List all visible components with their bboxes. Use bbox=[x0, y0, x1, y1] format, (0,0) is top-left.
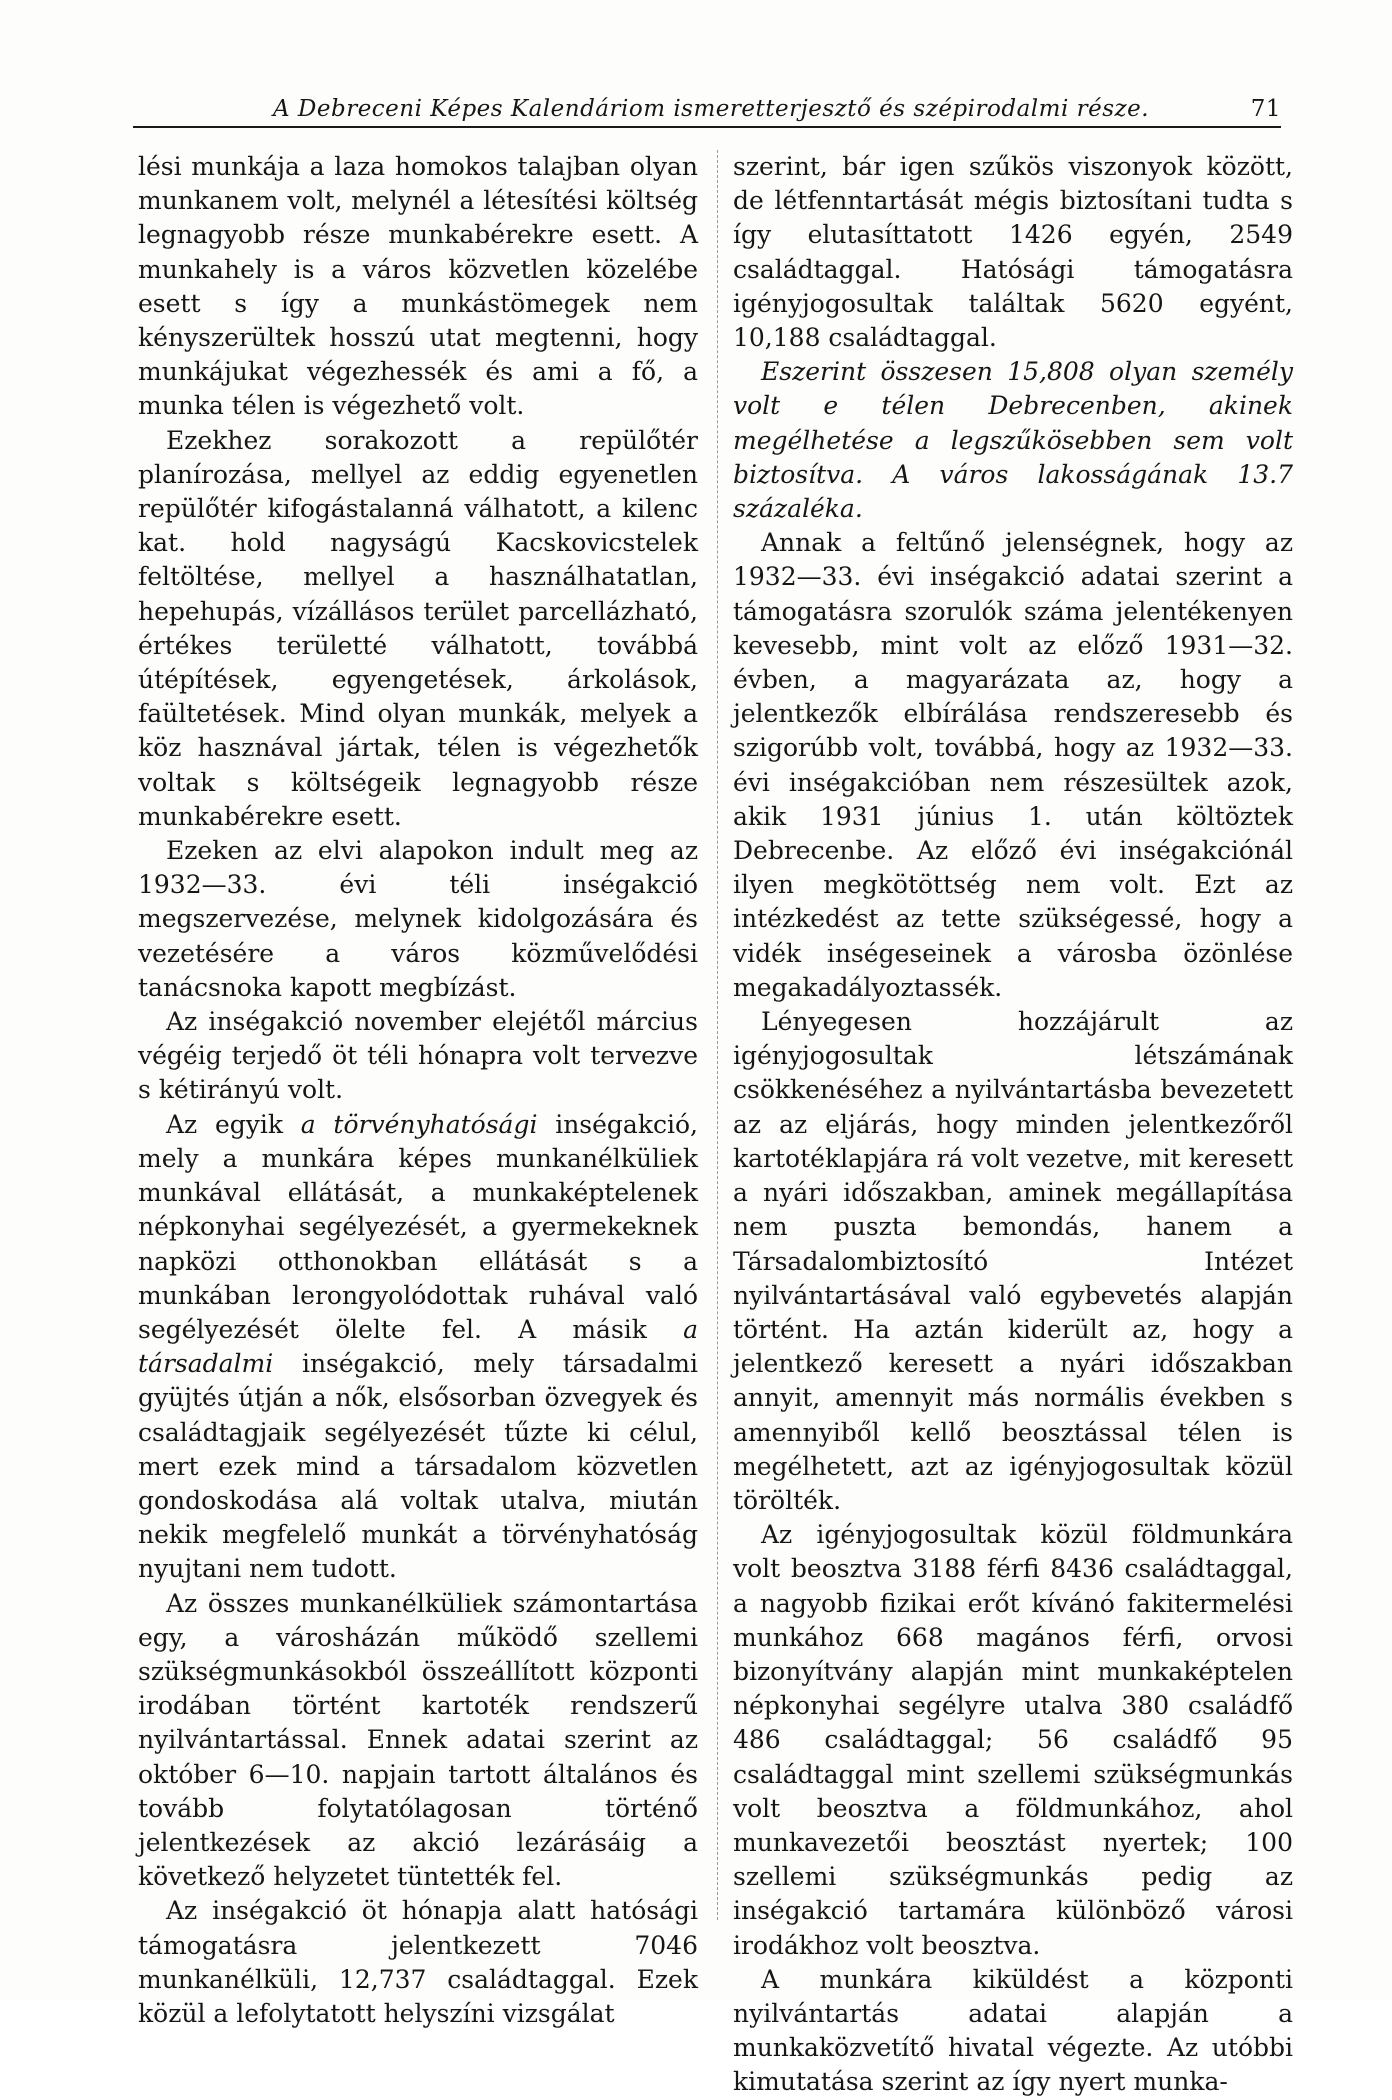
paragraph: Ezekhez sorakozott a repülőtér planírozása, mellyel az eddig egyenetlen repülőtér kifogástalanná válhatott, a kilenc kat. hold nagyságú Kacskovicstelek feltöltése, mellyel a használhatatlan, hepehupás, vízállásos terület parcellázható, értékes területté válhatott, továbbá útépítések, egyengetések, árkolások, faültetések. Mind olyan munkák, melyek a köz hasznával jártak, télen is végezhetők voltak s költségeik legnagyobb része munkabérekre esett. bbox=[138, 425, 698, 831]
column-divider bbox=[717, 150, 718, 1920]
text-run: inségakció, mely társadalmi gyüjtés útján a nők, elsősorban özvegyek és családtagjaik segélyezését tűzte ki célul, mert ezek mind a társadalom közvetlen gondoskodása alá voltak utalva, miután nekik megfelelő munkát a törvényhatóság nyujtani nem tudott. bbox=[138, 1349, 698, 1584]
paragraph: Az inségakció öt hónapja alatt hatósági támogatásra jelentkezett 7046 munkanélküli, 12,737 családtaggal. Ezek közül a lefolytatott helyszíni vizsgálat bbox=[138, 1896, 698, 2028]
right-column bbox=[733, 150, 1293, 2100]
text-run: Az egyik bbox=[166, 1109, 301, 1139]
paragraph: Annak a feltűnő jelenségnek, hogy az 1932—33. évi inségakció adatai szerint a támogatásra szorulók száma jelentékenyen kevesebb, mint volt az előző 1931—32. évben, a magyarázata az, hogy a jelentkezők elbírálása rendszeresebb és szigorúbb volt, továbbá, hogy az 1932—33. évi inségakcióban nem részesültek azok, akik 1931 június 1. után költöztek Debrecenbe. Az előző évi inségakciónál ilyen megkötöttség nem volt. Ezt az intézkedést az tette szükségessé, hogy a vidék inségeseinek a városba özönlése megakadályoztassék. bbox=[733, 528, 1293, 1002]
paragraph: A munkára kiküldést a központi nyilvántartás adatai alapján a munkaközvetítő hivatal végezte. Az utóbbi kimutatása szerint az így nyert munka- bbox=[733, 1964, 1293, 2097]
page-number: 71 bbox=[1250, 96, 1281, 122]
paragraph: Ezeken az elvi alapokon indult meg az 1932—33. évi téli inségakció megszervezése, melynek kidolgozására és vezetésére a város közművelődési tanácsnoka kapott megbízást. bbox=[138, 836, 698, 1002]
text-run: inségakció, mely a munkára képes munkanélküliek munkával ellátását, a munkaképtelenek népkonyhai segélyezését, a gyermekeknek napközi otthonokban ellátását s a munkában lerongyolódottak ruhával való segélyezését ölelte fel. A másik bbox=[138, 1109, 698, 1344]
paragraph: Az összes munkanélküliek számontartása egy, a városházán működő szellemi szükségmunkásokból összeállított központi irodában történt kartoték rendszerű nyilvántartással. Ennek adatai szerint az október 6—10. napjain tartott általános és tovább folytatólagosan történő jelentkezések az akció lezárásáig a következő helyzetet tüntették fel. bbox=[138, 1588, 698, 1892]
italic-term: a társadalmi bbox=[138, 1314, 698, 1379]
paragraph: Lényegesen hozzájárult az igényjogosultak létszámának csökkenéséhez a nyilvántartásba bevezetett az az eljárás, hogy minden jelentkezőről kartotéklapjára rá volt vezetve, mit keresett a nyári időszakban, aminek megállapítása nem puszta bemondás, hanem a Társadalombiztosító Intézet nyilvántartásával való egybevetés alapján történt. Ha aztán kiderült az, hogy a jelentkező keresett a nyári időszakban annyit, amennyit más normális években s amennyiből kellő beosztással télen is megélhetett, azt az igényjogosultak közül törölték. bbox=[733, 1007, 1293, 1515]
paragraph: szerint, bár igen szűkös viszonyok között, de létfenntartását mégis biztosítani tudta s így elutasíttatott 1426 egyén, 2549 családtaggal. Hatósági támogatásra igényjogosultak találtak 5620 egyént, 10,188 családtaggal. bbox=[733, 152, 1293, 353]
italic-text: Eszerint összesen 15,808 olyan személy volt e télen Debrecenben, akinek megélhetése a legszűkösebben sem volt biztosítva. A város lakosságának 13.7 százaléka. bbox=[733, 357, 1293, 524]
paragraph bbox=[138, 1108, 698, 1587]
paragraph-italic bbox=[733, 355, 1293, 526]
left-column bbox=[138, 150, 698, 2031]
paragraph: Az inségakció november elejétől március végéig terjedő öt téli hónapra volt tervezve s kétirányú volt. bbox=[138, 1007, 698, 1105]
running-header bbox=[133, 96, 1281, 128]
italic-term: a törvényhatósági bbox=[300, 1109, 538, 1139]
header-title: A Debreceni Képes Kalendáriom ismeretterjesztő és szépirodalmi része. bbox=[273, 96, 1150, 122]
paragraph: Az igényjogosultak közül földmunkára volt beosztva 3188 férfi 8436 családtaggal, a nagyobb fizikai erőt kívánó fakitermelési munkához 668 magános férfi, orvosi bizonyítvány alapján mint munkaképtelen népkonyhai segélyre utalva 380 családfő 486 családtaggal; 56 családfő 95 családtaggal mint szellemi szükségmunkás volt beosztva a földmunkához, ahol munkavezetői beosztást nyertek; 100 szellemi szükségmunkás pedig az inségakció tartamára különböző városi irodákhoz volt beosztva. bbox=[733, 1520, 1293, 1960]
paragraph: lési munkája a laza homokos talajban olyan munkanem volt, melynél a létesítési költség legnagyobb része munkabérekre esett. A munkahely is a város közvetlen közelébe esett s így a munkástömegek nem kényszerültek hosszú utat megtenni, hogy munkájukat végezhessék és ami a fő, a munka télen is végezhető volt. bbox=[138, 152, 698, 421]
